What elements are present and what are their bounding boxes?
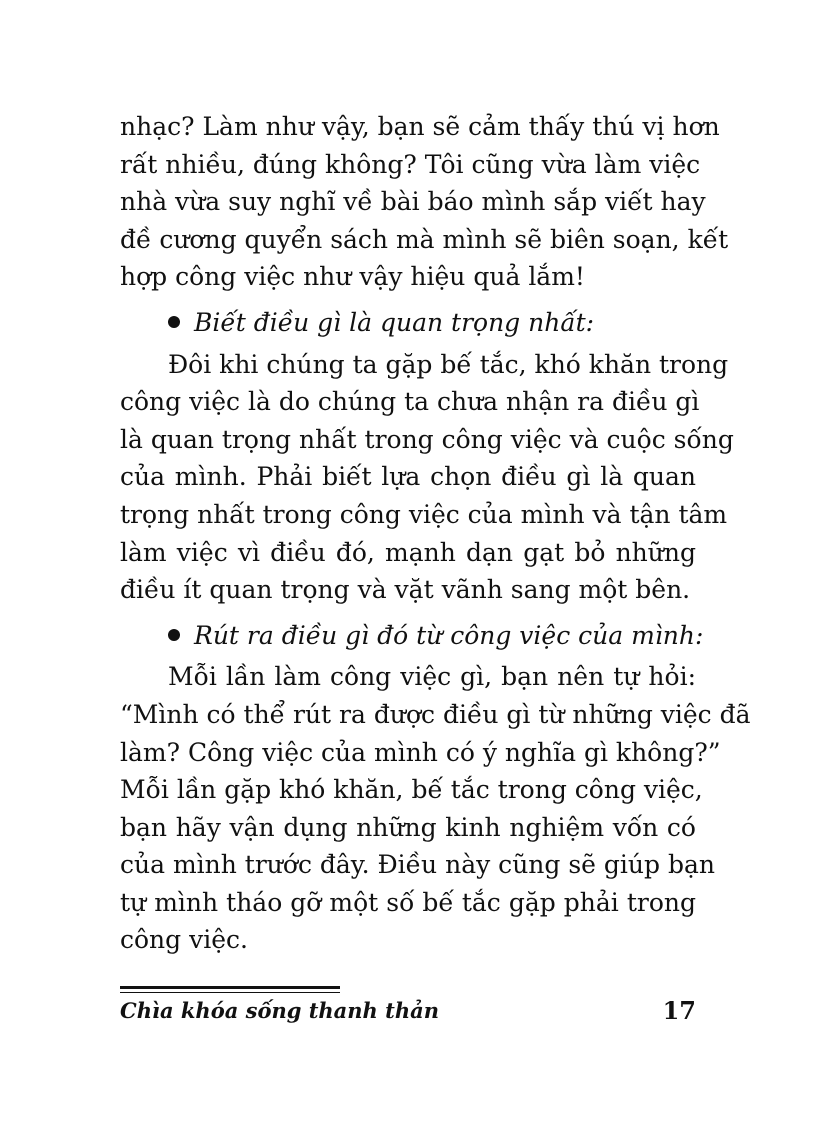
text-line: hợp công việc như vậy hiệu quả lắm! bbox=[120, 262, 585, 292]
text-line: Mỗi lần làm công việc gì, bạn nên tự hỏi: bbox=[168, 662, 696, 692]
paragraph-2 bbox=[120, 346, 734, 609]
bullet-heading-1 bbox=[120, 304, 696, 342]
paragraph-3 bbox=[120, 658, 751, 959]
text-line: là quan trọng nhất trong công việc và cuộc sống bbox=[120, 424, 734, 454]
bullet-heading-text: Biết điều gì là quan trọng nhất: bbox=[194, 307, 595, 337]
text-line: tự mình tháo gỡ một số bế tắc gặp phải trong bbox=[120, 887, 696, 917]
text-line: công việc. bbox=[120, 925, 248, 955]
text-line: nhạc? Làm như vậy, bạn sẽ cảm thấy thú vị hơn bbox=[120, 112, 720, 141]
text-line: điều ít quan trọng và vặt vãnh sang một bên. bbox=[120, 575, 691, 605]
footer-rule-thin bbox=[120, 992, 340, 993]
text-line: rất nhiều, đúng không? Tôi cũng vừa làm việc bbox=[120, 149, 701, 179]
page-number: 17 bbox=[662, 996, 696, 1025]
footer-rule bbox=[120, 986, 340, 989]
text-line: nhà vừa suy nghĩ về bài báo mình sắp viết hay bbox=[120, 187, 706, 217]
paragraph-1 bbox=[120, 108, 729, 296]
bullet-heading-text: Rút ra điều gì đó từ công việc của mình: bbox=[194, 620, 704, 650]
text-line: bạn hãy vận dụng những kinh nghiệm vốn có bbox=[120, 812, 696, 842]
text-line: “Mình có thể rút ra được điều gì từ những việc đã bbox=[120, 699, 751, 729]
text-line: của mình. Phải biết lựa chọn điều gì là quan bbox=[120, 462, 696, 492]
book-title: Chìa khóa sống thanh thản bbox=[120, 998, 439, 1023]
text-line: làm? Công việc của mình có ý nghĩa gì không?” bbox=[120, 737, 721, 767]
text-line: Mỗi lần gặp khó khăn, bế tắc trong công việc, bbox=[120, 775, 703, 805]
text-line: làm việc vì điều đó, mạnh dạn gạt bỏ những bbox=[120, 537, 696, 567]
text-line: Đôi khi chúng ta gặp bế tắc, khó khăn trong bbox=[168, 349, 729, 379]
bullet-icon bbox=[168, 316, 180, 328]
text-line: công việc là do chúng ta chưa nhận ra điều gì bbox=[120, 387, 700, 417]
text-line: đề cương quyển sách mà mình sẽ biên soạn, kết bbox=[120, 224, 729, 254]
text-line: của mình trước đây. Điều này cũng sẽ giúp bạn bbox=[120, 850, 715, 880]
text-line: trọng nhất trong công việc của mình và tận tâm bbox=[120, 499, 728, 529]
bullet-heading-2 bbox=[120, 617, 704, 655]
bullet-icon bbox=[168, 629, 180, 641]
page-body bbox=[120, 108, 751, 959]
page-footer bbox=[120, 986, 696, 1036]
